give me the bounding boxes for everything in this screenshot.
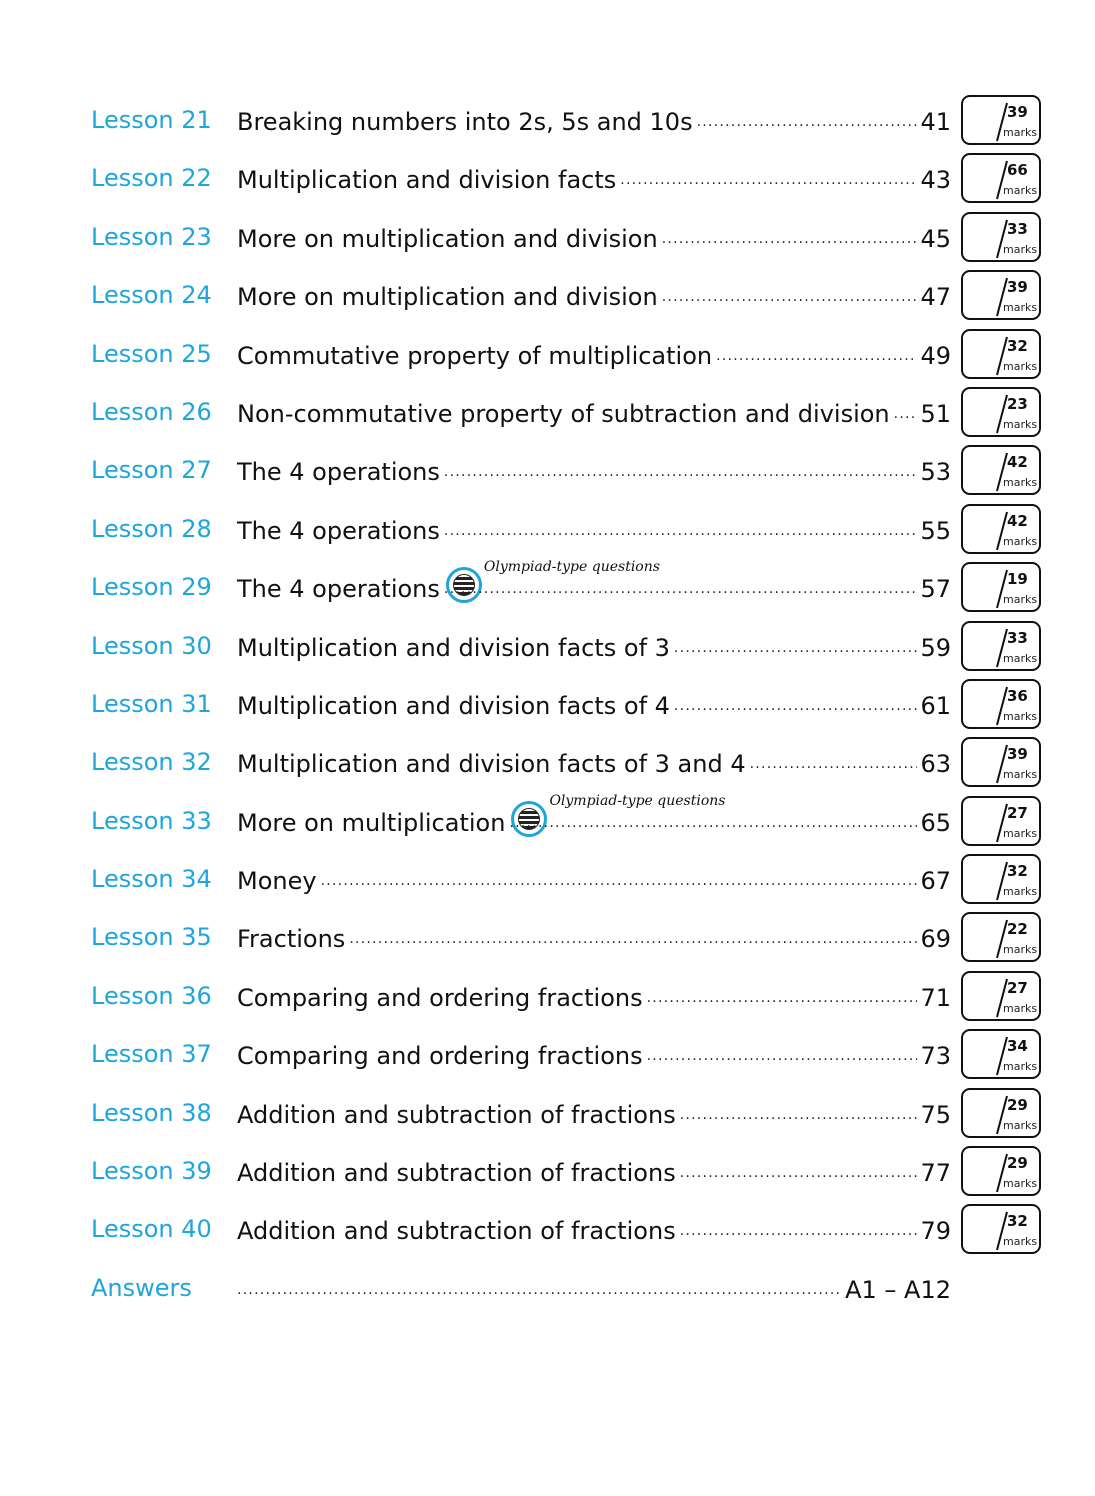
page-number: 77 bbox=[920, 1159, 951, 1188]
lesson-entry bbox=[237, 923, 951, 953]
answers-pages: A1 – A12 bbox=[845, 1275, 951, 1304]
lesson-entry bbox=[237, 515, 951, 545]
marks-label: marks bbox=[1003, 126, 1038, 139]
lesson-entry bbox=[237, 865, 951, 895]
fraction-slash-icon bbox=[963, 331, 1043, 381]
lesson-title: Money bbox=[237, 867, 317, 896]
marks-label: marks bbox=[1003, 943, 1038, 957]
marks-label: marks bbox=[1003, 768, 1038, 782]
lesson-entry bbox=[237, 1157, 951, 1187]
page-number: 61 bbox=[920, 691, 951, 720]
dot-leader bbox=[444, 573, 918, 597]
toc-row[interactable] bbox=[0, 386, 1095, 444]
fraction-slash-icon bbox=[963, 1031, 1043, 1081]
toc-row[interactable] bbox=[0, 970, 1095, 1028]
dot-leader bbox=[894, 398, 918, 422]
lesson-title: The 4 operations bbox=[237, 516, 440, 545]
lesson-number: Lesson 26 bbox=[91, 397, 212, 426]
lesson-title: Commutative property of multiplication bbox=[237, 341, 713, 370]
lesson-title: Addition and subtraction of fractions bbox=[237, 1100, 676, 1129]
lesson-entry bbox=[237, 632, 951, 662]
lesson-number: Lesson 30 bbox=[91, 631, 212, 660]
lesson-title: Multiplication and division facts bbox=[237, 166, 617, 195]
marks-box bbox=[961, 1088, 1041, 1138]
marks-total: 29 bbox=[1007, 1154, 1028, 1173]
lesson-number: Lesson 37 bbox=[91, 1040, 212, 1069]
page-number: 59 bbox=[920, 633, 951, 662]
marks-box bbox=[961, 270, 1041, 320]
lesson-entry bbox=[237, 398, 951, 428]
toc-row[interactable] bbox=[0, 853, 1095, 911]
olympiad-label: Olympiad-type questions bbox=[549, 792, 726, 809]
marks-label: marks bbox=[1003, 651, 1038, 665]
lesson-number: Lesson 34 bbox=[91, 865, 212, 894]
dot-leader bbox=[349, 923, 917, 947]
page-number: 73 bbox=[920, 1042, 951, 1071]
lesson-number: Lesson 29 bbox=[91, 573, 212, 602]
lesson-title: Comparing and ordering fractions bbox=[237, 1042, 643, 1071]
lesson-entry bbox=[237, 1215, 951, 1245]
lesson-number: Lesson 35 bbox=[91, 923, 212, 952]
marks-box bbox=[961, 153, 1041, 203]
dot-leader bbox=[674, 632, 918, 656]
fraction-slash-icon bbox=[963, 798, 1043, 848]
page-number: 65 bbox=[920, 808, 951, 837]
marks-total: 29 bbox=[1007, 1095, 1028, 1114]
marks-label: marks bbox=[1003, 593, 1038, 607]
marks-label: marks bbox=[1003, 534, 1038, 548]
dot-leader bbox=[680, 1099, 918, 1123]
answers-entry bbox=[237, 1274, 951, 1304]
dot-leader bbox=[321, 865, 918, 889]
lesson-title: Multiplication and division facts of 3 and 4 bbox=[237, 750, 746, 779]
fraction-slash-icon bbox=[963, 739, 1043, 789]
fraction-slash-icon bbox=[963, 973, 1043, 1023]
page-number: 79 bbox=[920, 1217, 951, 1246]
fraction-slash-icon bbox=[963, 214, 1043, 264]
marks-total: 39 bbox=[1007, 103, 1028, 121]
marks-label: marks bbox=[1003, 1118, 1038, 1132]
lesson-number: Lesson 40 bbox=[91, 1215, 212, 1244]
lesson-entry bbox=[237, 982, 951, 1012]
lesson-number: Lesson 36 bbox=[91, 981, 212, 1010]
marks-total: 27 bbox=[1007, 803, 1028, 822]
fraction-slash-icon bbox=[963, 623, 1043, 673]
lesson-title: More on multiplication and division bbox=[237, 224, 658, 253]
lesson-title: Breaking numbers into 2s, 5s and 10s bbox=[237, 108, 693, 136]
marks-box bbox=[961, 737, 1041, 787]
toc-row[interactable] bbox=[0, 1087, 1095, 1145]
marks-label: marks bbox=[1003, 885, 1038, 899]
lesson-entry bbox=[237, 1040, 951, 1070]
marks-box bbox=[961, 679, 1041, 729]
toc-row[interactable] bbox=[0, 94, 1095, 152]
marks-label: marks bbox=[1003, 184, 1038, 198]
page-number: 71 bbox=[920, 983, 951, 1012]
answers-row[interactable] bbox=[0, 1262, 1095, 1320]
marks-label: marks bbox=[1003, 1235, 1038, 1249]
dot-leader bbox=[662, 223, 918, 247]
fraction-slash-icon bbox=[963, 681, 1043, 731]
lesson-title: Multiplication and division facts of 4 bbox=[237, 691, 670, 720]
marks-label: marks bbox=[1003, 417, 1038, 431]
marks-label: marks bbox=[1003, 476, 1038, 490]
marks-box bbox=[961, 387, 1041, 437]
page-number: 53 bbox=[920, 458, 951, 487]
dot-leader bbox=[750, 748, 918, 772]
dot-leader bbox=[674, 690, 918, 714]
fraction-slash-icon bbox=[963, 155, 1043, 205]
marks-box bbox=[961, 971, 1041, 1021]
fraction-slash-icon bbox=[963, 1206, 1043, 1256]
lesson-entry bbox=[237, 223, 951, 253]
marks-box bbox=[961, 504, 1041, 554]
lesson-title: The 4 operations bbox=[237, 458, 440, 487]
marks-total: 23 bbox=[1007, 394, 1028, 413]
toc-row[interactable] bbox=[0, 328, 1095, 386]
lesson-title: The 4 operations bbox=[237, 575, 440, 604]
lesson-entry bbox=[237, 340, 951, 370]
lesson-title: Multiplication and division facts of 3 bbox=[237, 633, 670, 662]
marks-total: 32 bbox=[1007, 336, 1028, 355]
lesson-entry bbox=[237, 281, 951, 311]
fraction-slash-icon bbox=[963, 272, 1043, 322]
lesson-entry bbox=[237, 164, 951, 194]
marks-label: marks bbox=[1003, 826, 1038, 840]
marks-label: marks bbox=[1003, 301, 1038, 315]
fraction-slash-icon bbox=[963, 447, 1043, 497]
toc-row[interactable] bbox=[0, 1145, 1095, 1203]
fraction-slash-icon bbox=[963, 1090, 1043, 1140]
lesson-number: Lesson 25 bbox=[91, 339, 212, 368]
answers-label: Answers bbox=[91, 1273, 192, 1302]
marks-total: 36 bbox=[1007, 686, 1028, 705]
lesson-number: Lesson 21 bbox=[91, 106, 212, 134]
fraction-slash-icon bbox=[963, 856, 1043, 906]
lesson-title: Fractions bbox=[237, 925, 346, 954]
toc-row[interactable] bbox=[0, 444, 1095, 502]
lesson-entry bbox=[237, 1099, 951, 1129]
lesson-number: Lesson 32 bbox=[91, 748, 212, 777]
marks-box bbox=[961, 445, 1041, 495]
lesson-entry bbox=[237, 690, 951, 720]
lesson-entry bbox=[237, 456, 951, 486]
dot-leader bbox=[680, 1215, 918, 1239]
marks-box bbox=[961, 621, 1041, 671]
toc-row[interactable] bbox=[0, 503, 1095, 561]
marks-total: 42 bbox=[1007, 453, 1028, 472]
fraction-slash-icon bbox=[963, 1148, 1043, 1198]
marks-total: 33 bbox=[1007, 219, 1028, 238]
dot-leader bbox=[662, 281, 918, 305]
lesson-number: Lesson 22 bbox=[91, 164, 212, 193]
lesson-title: Addition and subtraction of fractions bbox=[237, 1217, 676, 1246]
marks-box bbox=[961, 1029, 1041, 1079]
dot-leader bbox=[647, 1040, 918, 1064]
dot-leader bbox=[237, 1274, 842, 1298]
toc-row[interactable] bbox=[0, 620, 1095, 678]
toc-row[interactable] bbox=[0, 736, 1095, 794]
marks-box bbox=[961, 912, 1041, 962]
marks-label: marks bbox=[1003, 1177, 1038, 1191]
page-number: 63 bbox=[920, 750, 951, 779]
marks-box bbox=[961, 1204, 1041, 1254]
marks-box bbox=[961, 212, 1041, 262]
lesson-number: Lesson 28 bbox=[91, 514, 212, 543]
fraction-slash-icon bbox=[963, 914, 1043, 964]
marks-label: marks bbox=[1003, 242, 1038, 256]
page-number: 43 bbox=[920, 166, 951, 195]
marks-total: 22 bbox=[1007, 920, 1028, 939]
dot-leader bbox=[620, 164, 917, 188]
toc-row[interactable] bbox=[0, 269, 1095, 327]
lesson-number: Lesson 24 bbox=[91, 281, 212, 310]
lesson-title: Non-commutative property of subtraction and division bbox=[237, 399, 890, 428]
lesson-entry bbox=[237, 106, 951, 136]
dot-leader bbox=[444, 456, 918, 480]
lesson-number: Lesson 23 bbox=[91, 222, 212, 251]
dot-leader bbox=[509, 807, 917, 831]
marks-total: 39 bbox=[1007, 278, 1028, 297]
marks-box bbox=[961, 1146, 1041, 1196]
page-number: 57 bbox=[920, 575, 951, 604]
marks-box bbox=[961, 329, 1041, 379]
fraction-slash-icon bbox=[963, 506, 1043, 556]
toc-row[interactable] bbox=[0, 678, 1095, 736]
page-number: 67 bbox=[920, 867, 951, 896]
marks-total: 27 bbox=[1007, 978, 1028, 997]
lesson-number: Lesson 33 bbox=[91, 806, 212, 835]
toc-row[interactable] bbox=[0, 1203, 1095, 1261]
olympiad-label: Olympiad-type questions bbox=[483, 559, 660, 576]
marks-total: 32 bbox=[1007, 862, 1028, 881]
toc-row[interactable] bbox=[0, 211, 1095, 269]
page-number: 51 bbox=[920, 399, 951, 428]
marks-total: 32 bbox=[1007, 1212, 1028, 1231]
lesson-entry bbox=[237, 559, 951, 604]
marks-total: 34 bbox=[1007, 1037, 1028, 1056]
lesson-entry bbox=[237, 748, 951, 778]
page-number: 47 bbox=[920, 283, 951, 312]
lesson-number: Lesson 39 bbox=[91, 1157, 212, 1186]
fraction-slash-icon bbox=[963, 389, 1043, 439]
dot-leader bbox=[680, 1157, 918, 1181]
marks-label: marks bbox=[1003, 359, 1038, 373]
marks-total: 39 bbox=[1007, 745, 1028, 764]
dot-leader bbox=[697, 106, 918, 130]
marks-box bbox=[961, 95, 1041, 145]
lesson-title: Addition and subtraction of fractions bbox=[237, 1159, 676, 1188]
marks-label: marks bbox=[1003, 1001, 1038, 1015]
lesson-entry bbox=[237, 792, 951, 837]
toc-row[interactable] bbox=[0, 1028, 1095, 1086]
toc-row[interactable] bbox=[0, 152, 1095, 210]
page-number: 49 bbox=[920, 341, 951, 370]
lesson-title: More on multiplication bbox=[237, 808, 506, 837]
toc-row[interactable] bbox=[0, 561, 1095, 619]
page-number: 55 bbox=[920, 516, 951, 545]
page-number: 69 bbox=[920, 925, 951, 954]
dot-leader bbox=[444, 515, 918, 539]
table-of-contents bbox=[0, 94, 1095, 1320]
marks-label: marks bbox=[1003, 709, 1038, 723]
fraction-slash-icon bbox=[963, 97, 1043, 147]
lesson-number: Lesson 27 bbox=[91, 456, 212, 485]
marks-total: 33 bbox=[1007, 628, 1028, 647]
marks-box bbox=[961, 562, 1041, 612]
lesson-number: Lesson 31 bbox=[91, 689, 212, 718]
fraction-slash-icon bbox=[963, 564, 1043, 614]
marks-label: marks bbox=[1003, 1060, 1038, 1074]
lesson-title: More on multiplication and division bbox=[237, 283, 658, 312]
marks-box bbox=[961, 854, 1041, 904]
dot-leader bbox=[647, 982, 918, 1006]
dot-leader bbox=[716, 340, 917, 364]
toc-row[interactable] bbox=[0, 911, 1095, 969]
page-number: 41 bbox=[920, 108, 951, 136]
marks-total: 19 bbox=[1007, 570, 1028, 589]
marks-total: 42 bbox=[1007, 511, 1028, 530]
lesson-number: Lesson 38 bbox=[91, 1098, 212, 1127]
marks-total: 66 bbox=[1007, 161, 1028, 180]
page-number: 75 bbox=[920, 1100, 951, 1129]
page-number: 45 bbox=[920, 224, 951, 253]
toc-row[interactable] bbox=[0, 792, 1095, 853]
lesson-title: Comparing and ordering fractions bbox=[237, 983, 643, 1012]
marks-box bbox=[961, 796, 1041, 846]
